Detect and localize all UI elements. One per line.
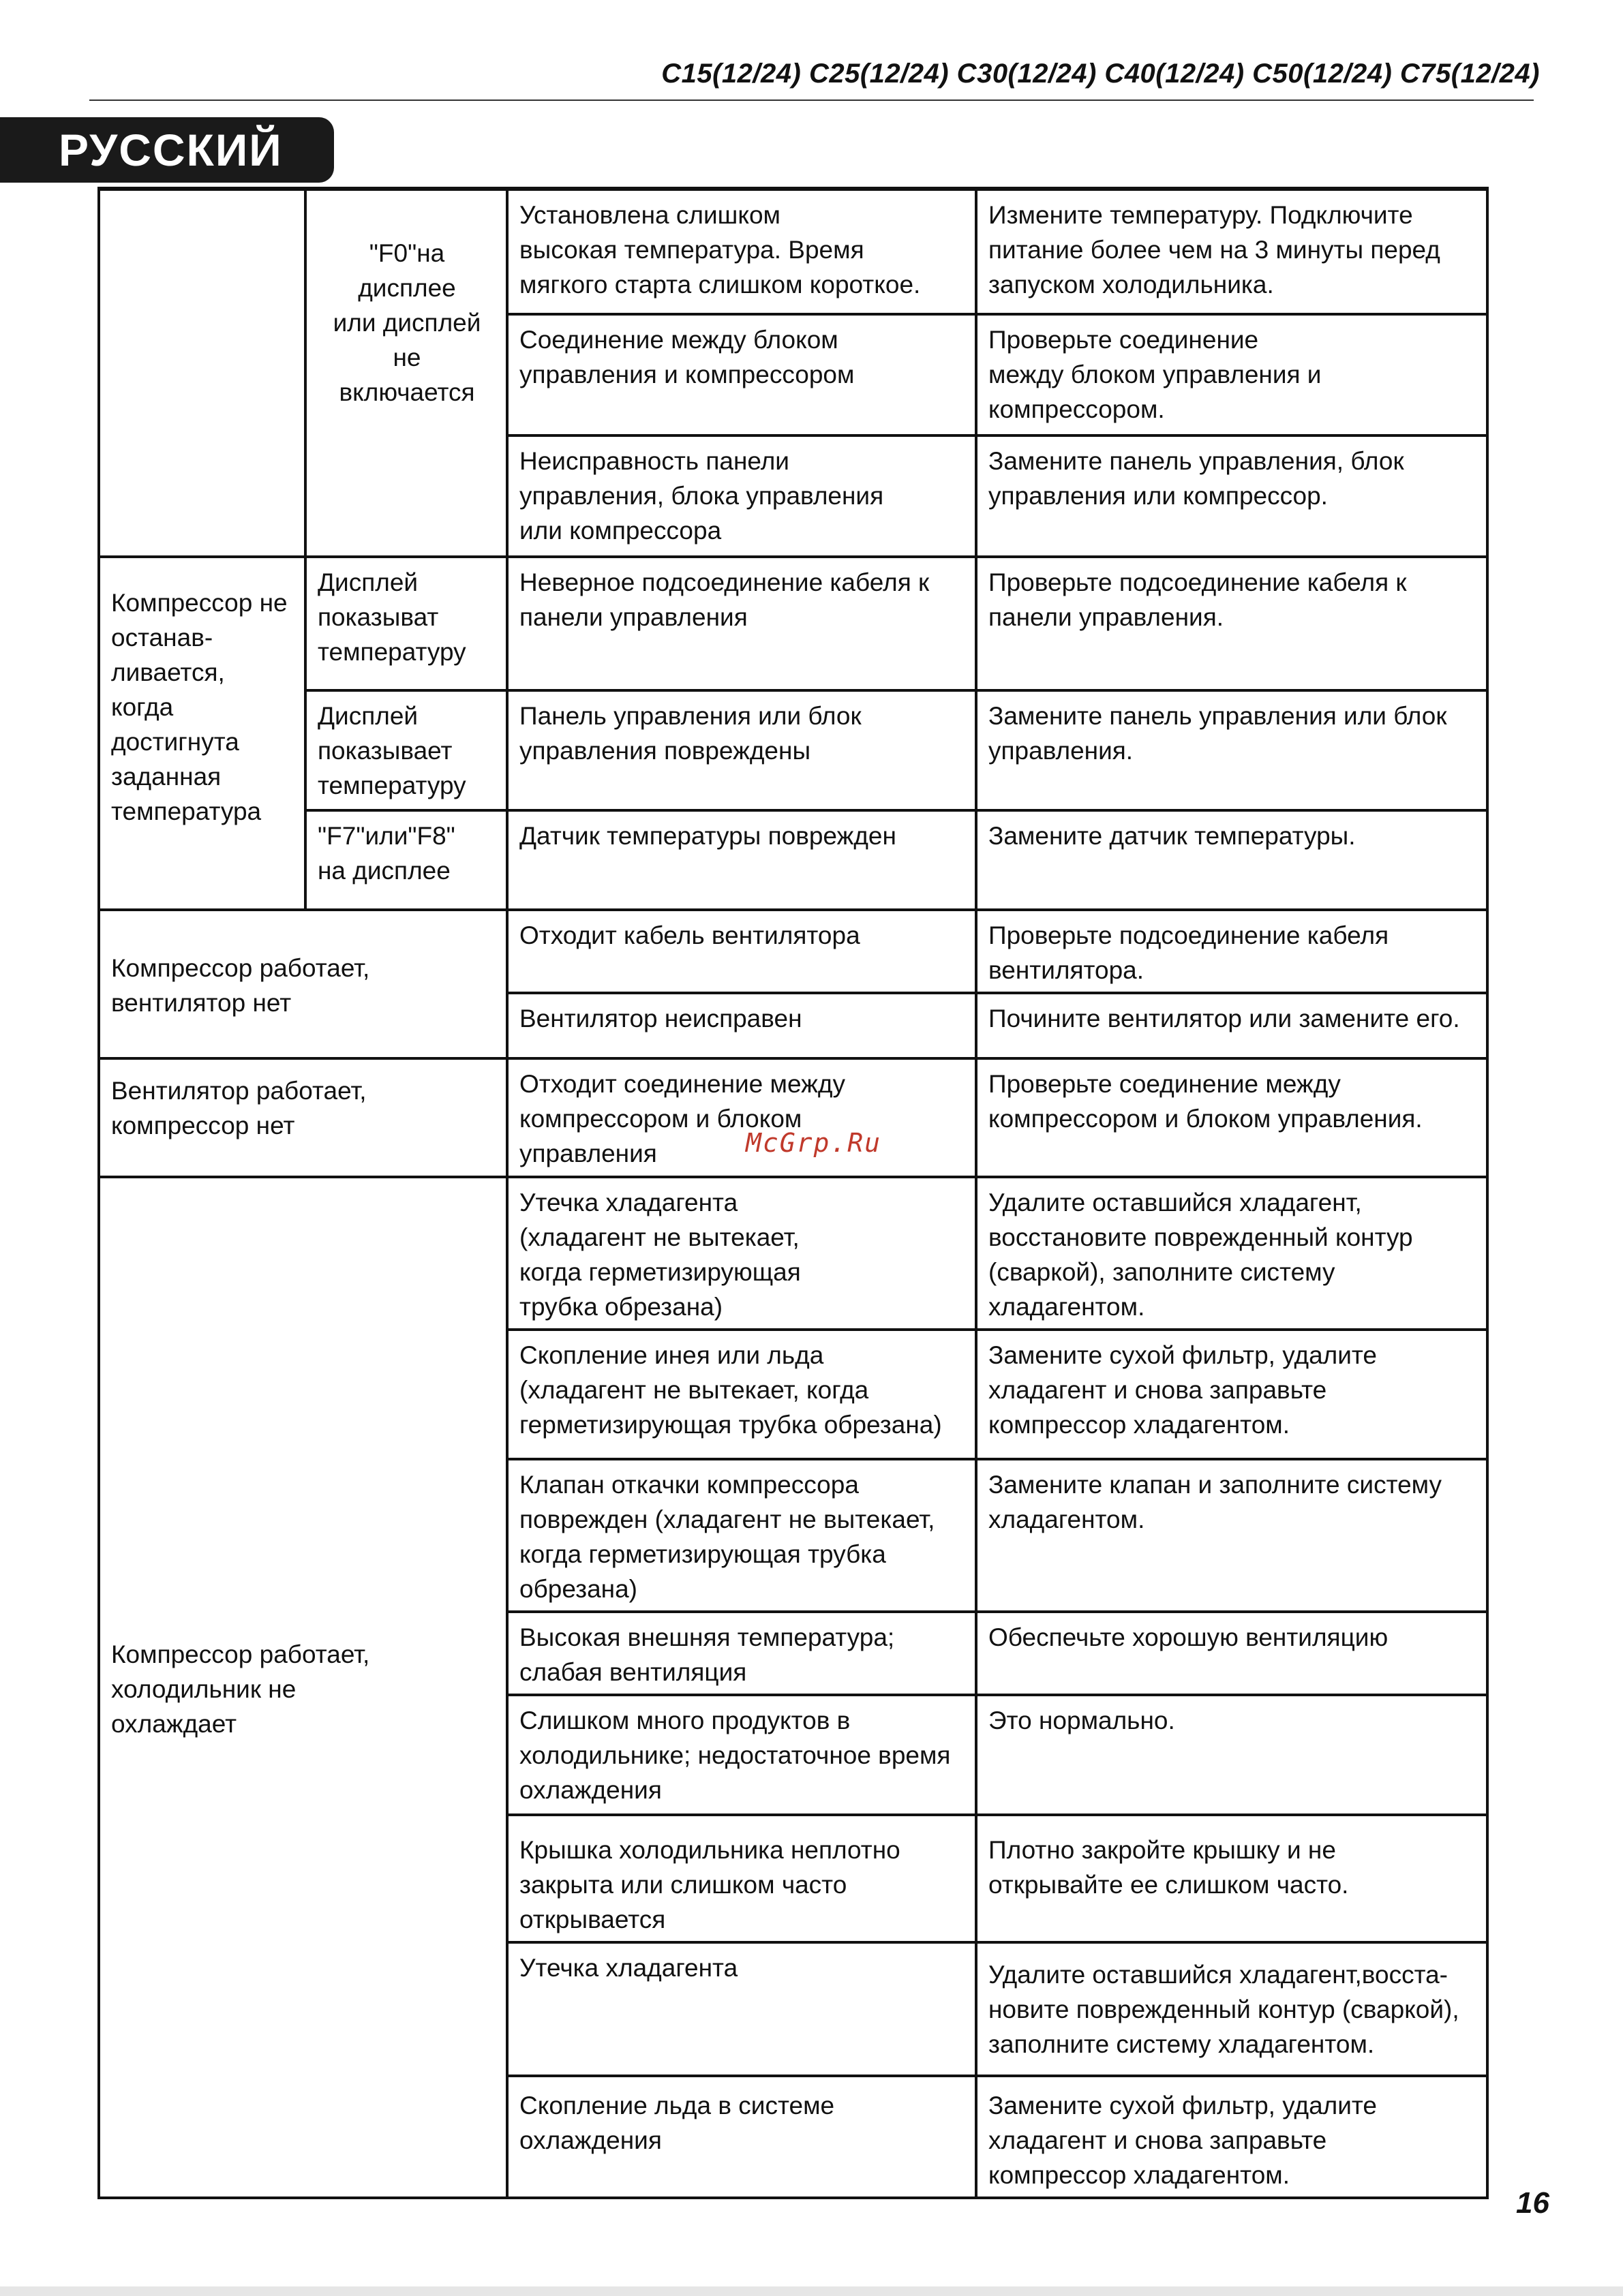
header-divider xyxy=(89,100,1534,101)
remedy-cell: Измените температуру. Подключите питание более чем на 3 минуты перед запуском холодильника. xyxy=(976,189,1487,314)
cause-cell: Скопление льда в системе охлаждения xyxy=(507,2076,976,2198)
symptom-cell: Компрессор работает, холодильник не охлаждает xyxy=(99,1177,507,2198)
cause-cell: Отходит кабель вентилятора xyxy=(507,910,976,993)
cause-cell: Соединение между блоком управления и компрессором xyxy=(507,314,976,435)
remedy-cell: Замените сухой фильтр, удалите хладагент и снова заправьте компрессор хладагентом. xyxy=(976,2076,1487,2198)
cause-cell: Панель управления или блок управления повреждены xyxy=(507,690,976,810)
remedy-cell: Проверьте подсоединение кабеля к панели управления. xyxy=(976,557,1487,690)
cause-cell: Датчик температуры поврежден xyxy=(507,810,976,910)
table-row xyxy=(99,189,1487,314)
cause-cell: Отходит соединение между компрессором и блоком управления xyxy=(507,1058,976,1177)
cause-cell: Установлена слишком высокая температура. Время мягкого старта слишком короткое. xyxy=(507,189,976,314)
remedy-cell: Замените панель управления, блок управления или компрессор. xyxy=(976,435,1487,557)
language-tab xyxy=(0,117,334,183)
table-row xyxy=(99,1177,1487,1330)
cause-cell: Неверное подсоединение кабеля к панели управления xyxy=(507,557,976,690)
language-label: РУССКИЙ xyxy=(59,125,283,175)
symptom-subcell: "F0"на дисплее или дисплей не включается xyxy=(305,189,507,557)
model-list: C15(12/24) C25(12/24) C30(12/24) C40(12/24) C50(12/24) C75(12/24) xyxy=(661,59,1540,89)
symptom-subcell: Дисплей показывает температуру xyxy=(305,690,507,810)
table-row xyxy=(99,557,1487,690)
cause-cell: Вентилятор неисправен xyxy=(507,993,976,1058)
cause-cell: Неисправность панели управления, блока управления или компрессора xyxy=(507,435,976,557)
symptom-cell: Вентилятор работает, компрессор нет xyxy=(99,1058,507,1177)
cause-cell: Утечка хладагента xyxy=(507,1942,976,2076)
remedy-cell: Плотно закройте крышку и не открывайте ее слишком часто. xyxy=(976,1815,1487,1942)
table-row xyxy=(99,810,1487,910)
remedy-cell: Проверьте соединение между компрессором и блоком управления. xyxy=(976,1058,1487,1177)
symptom-cell: Компрессор не останав- ливается, когда достигнута заданная температура xyxy=(99,557,305,910)
cause-cell: Крышка холодильника неплотно закрыта или слишком часто открывается xyxy=(507,1815,976,1942)
remedy-cell: Удалите оставшийся хладагент,восста- новите поврежденный контур (сваркой), заполните систему хладагентом. xyxy=(976,1942,1487,2076)
cause-cell: Высокая внешняя температура; слабая вентиляция xyxy=(507,1612,976,1695)
symptom-subcell: Дисплей показыват температуру xyxy=(305,557,507,690)
table-row xyxy=(99,1058,1487,1177)
remedy-cell: Замените клапан и заполните систему хладагентом. xyxy=(976,1459,1487,1612)
page-number: 16 xyxy=(1516,2186,1549,2220)
troubleshooting-table xyxy=(97,187,1489,2199)
remedy-cell: Почините вентилятор или замените его. xyxy=(976,993,1487,1058)
remedy-cell: Обеспечьте хорошую вентиляцию xyxy=(976,1612,1487,1695)
watermark: McGrp.Ru xyxy=(746,1128,882,1158)
table-row xyxy=(99,690,1487,810)
cause-cell: Клапан откачки компрессора поврежден (хладагент не вытекает, когда герметизирующая трубка обрезана) xyxy=(507,1459,976,1612)
remedy-cell: Проверьте соединение между блоком управления и компрессором. xyxy=(976,314,1487,435)
remedy-cell: Проверьте подсоединение кабеля вентилятора. xyxy=(976,910,1487,993)
symptom-subcell: "F7"или"F8" на дисплее xyxy=(305,810,507,910)
cause-cell: Утечка хладагента (хладагент не вытекает, когда герметизирующая трубка обрезана) xyxy=(507,1177,976,1330)
symptom-cell: Компрессор работает, вентилятор нет xyxy=(99,910,507,1058)
cause-cell: Скопление инея или льда (хладагент не вытекает, когда герметизирующая трубка обрезана) xyxy=(507,1330,976,1459)
remedy-cell: Это нормально. xyxy=(976,1695,1487,1815)
remedy-cell: Удалите оставшийся хладагент, восстановите поврежденный контур (сваркой), заполните систему хладагентом. xyxy=(976,1177,1487,1330)
remedy-cell: Замените панель управления или блок управления. xyxy=(976,690,1487,810)
remedy-cell: Замените сухой фильтр, удалите хладагент и снова заправьте компрессор хладагентом. xyxy=(976,1330,1487,1459)
table-row xyxy=(99,910,1487,993)
bottom-edge xyxy=(0,2286,1623,2296)
cause-cell: Слишком много продуктов в холодильнике; недостаточное время охлаждения xyxy=(507,1695,976,1815)
remedy-cell: Замените датчик температуры. xyxy=(976,810,1487,910)
symptom-cell-empty xyxy=(99,189,305,557)
